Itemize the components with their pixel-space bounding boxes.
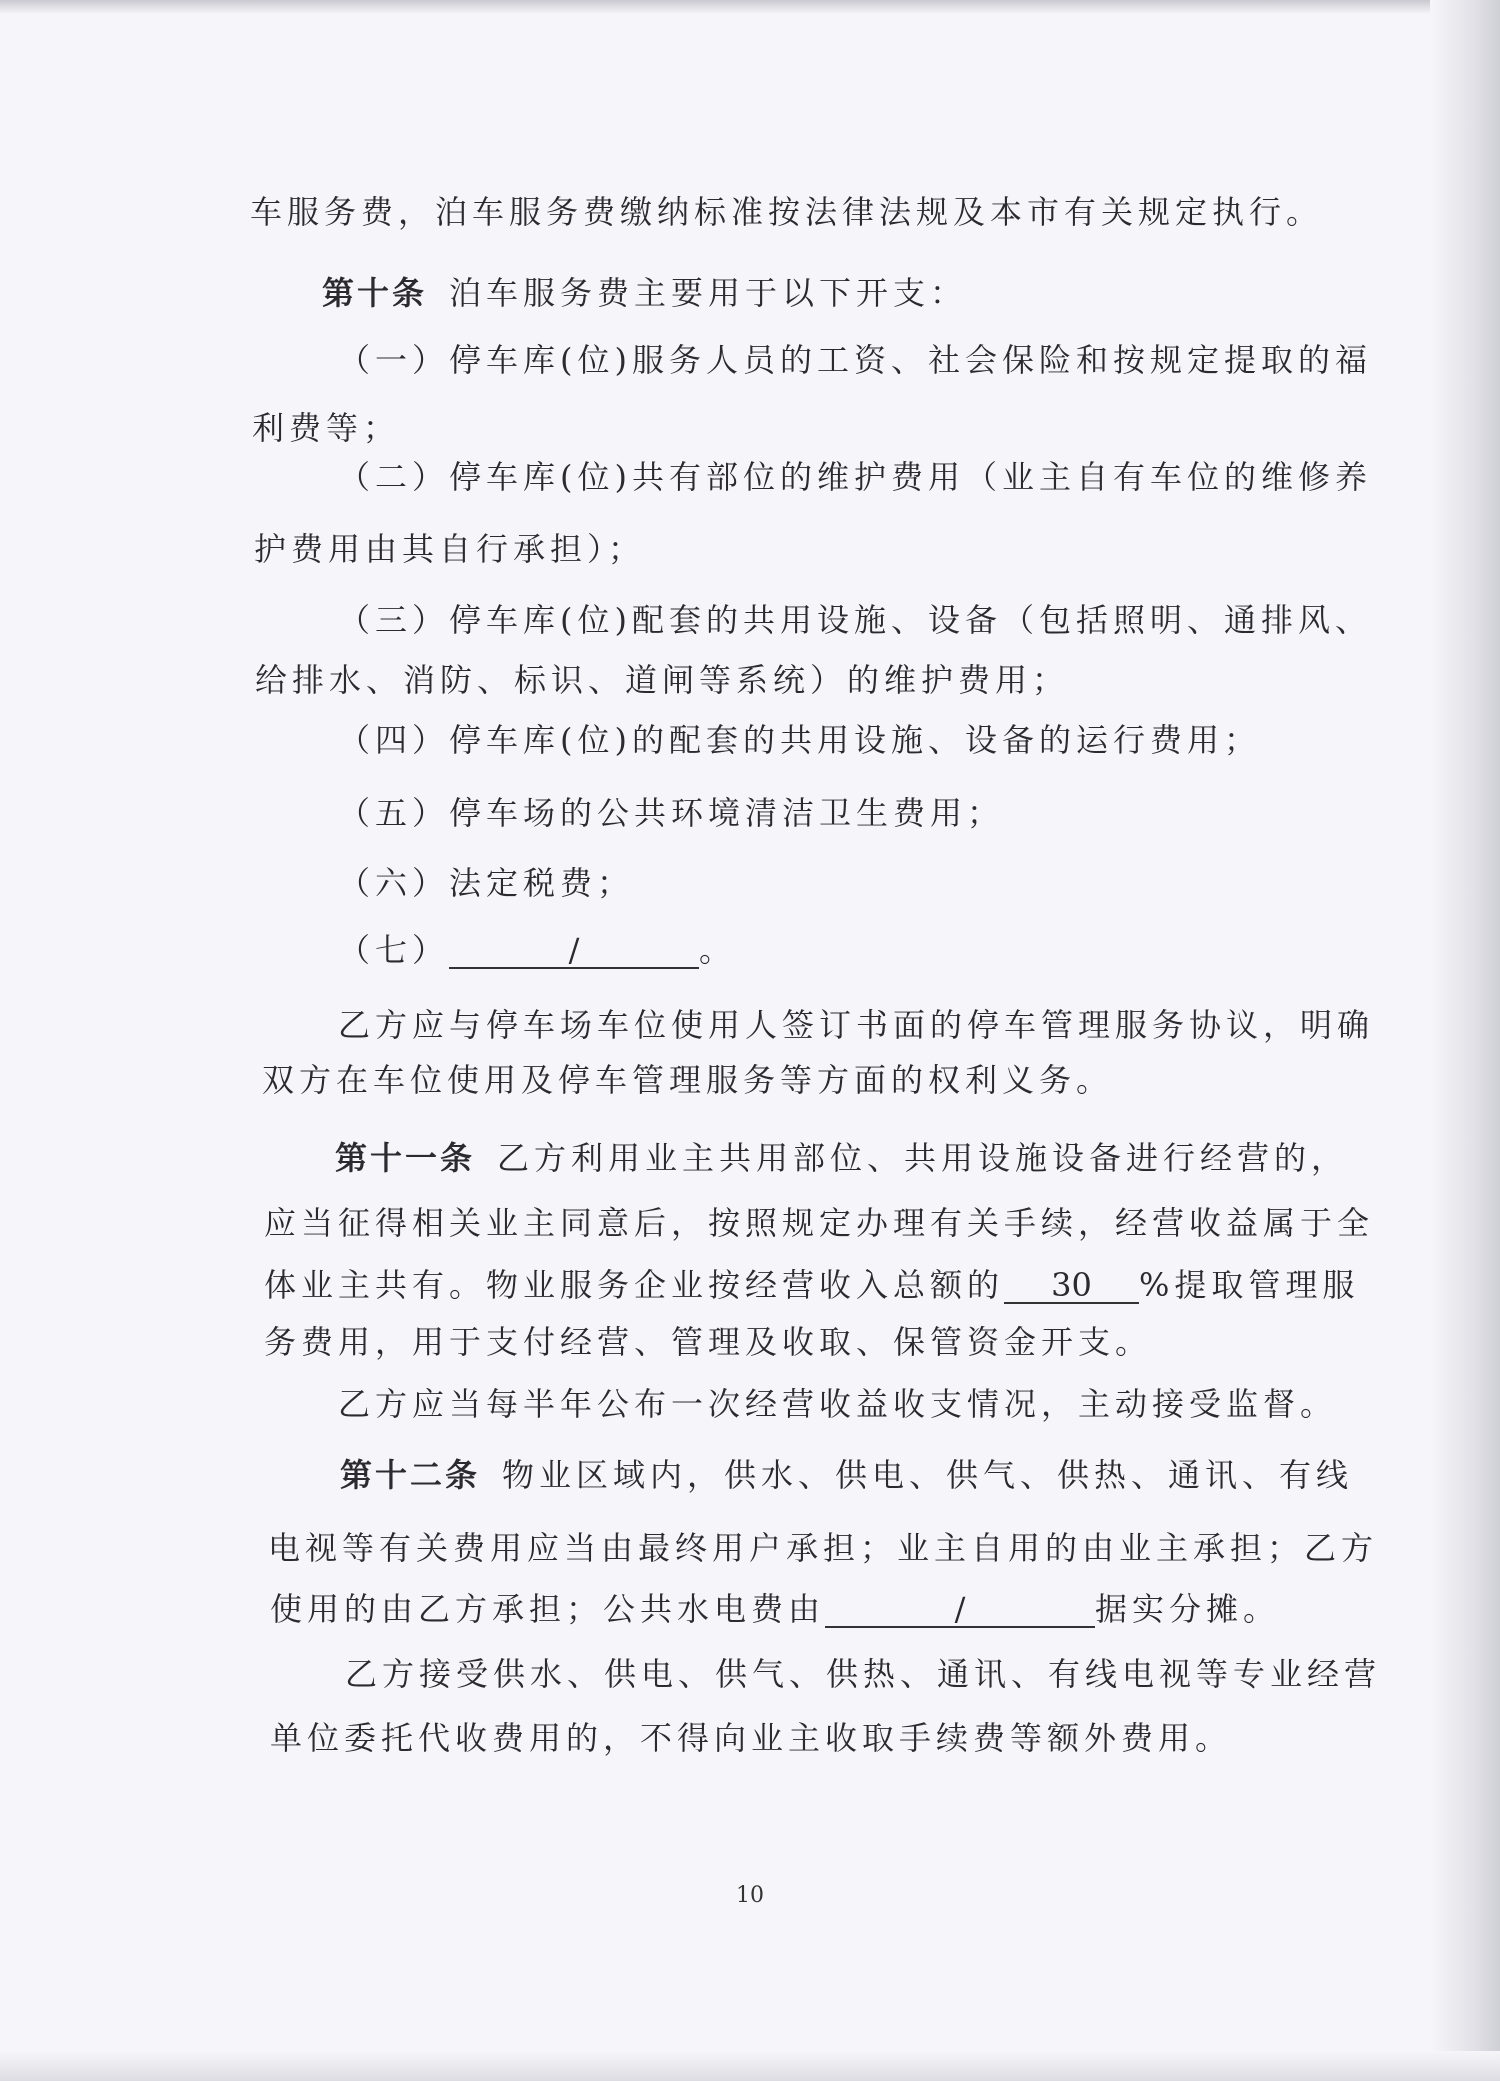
fill-blank: 30: [1004, 1268, 1139, 1304]
line-text-after: 据实分摊。: [1095, 1590, 1281, 1628]
line-13: [0, 1005, 1500, 1045]
line-17: [0, 1265, 1500, 1305]
line-text: 给排水、消防、标识、道闸等系统）的维护费用；: [255, 661, 1070, 699]
line-22: [0, 1589, 1500, 1629]
line-8: [0, 660, 1500, 700]
article-number: 第十条: [322, 274, 428, 312]
line-text: 单位委托代收费用的，不得向业主收取手续费等额外费用。: [270, 1719, 1233, 1757]
line-7: [0, 600, 1500, 640]
scan-edge-bottom: [0, 2051, 1500, 2081]
line-text: 使用的由乙方承担；公共水电费由: [270, 1590, 826, 1628]
line-5: [0, 457, 1500, 497]
scan-edge-top: [0, 0, 1500, 14]
article-12-heading: [0, 1455, 1500, 1495]
line-text: 物业区域内，供水、供电、供气、供热、通讯、有线: [502, 1456, 1354, 1494]
line-text: 双方在车位使用及停车管理服务等方面的权利义务。: [262, 1061, 1114, 1099]
line-11: [0, 863, 1500, 903]
line-text: 乙方应当每半年公布一次经营收益收支情况，主动接受监督。: [338, 1385, 1338, 1423]
line-4: [0, 408, 1500, 448]
line-6: [0, 529, 1500, 569]
line-text-after: %提取管理服: [1139, 1266, 1360, 1304]
line-9: [0, 720, 1500, 760]
line-text: 电视等有关费用应当由最终用户承担；业主自用的由业主承担；乙方: [268, 1529, 1379, 1567]
line-18: [0, 1322, 1500, 1362]
line-text: 车服务费，泊车服务费缴纳标准按法律法规及本市有关规定执行。: [250, 193, 1324, 231]
line-text: 乙方接受供水、供电、供气、供热、通讯、有线电视等专业经营: [345, 1655, 1382, 1693]
article-number: 第十二条: [340, 1456, 481, 1494]
line-text: （六）法定税费；: [338, 864, 635, 902]
article-11-heading: [0, 1138, 1500, 1178]
line-text: （二）停车库(位)共有部位的维护费用（业主自有车位的维修养: [338, 458, 1372, 496]
line-21: [0, 1528, 1500, 1568]
article-number: 第十一条: [335, 1139, 476, 1177]
line-text: 护费用由其自行承担）；: [254, 530, 646, 568]
line-24: [0, 1718, 1500, 1758]
line-text: 乙方应与停车场车位使用人签订书面的停车管理服务协议，明确: [338, 1006, 1375, 1044]
line-text: （四）停车库(位)的配套的共用设施、设备的运行费用；: [338, 721, 1261, 759]
line-text: 体业主共有。物业服务企业按经营收入总额的: [264, 1266, 1005, 1304]
fill-blank: /: [449, 933, 699, 969]
line-text: 务费用，用于支付经营、管理及收取、保管资金开支。: [264, 1323, 1153, 1361]
line-12: [0, 930, 1500, 970]
line-text: （三）停车库(位)配套的共用设施、设备（包括照明、通排风、: [338, 601, 1372, 639]
line-16: [0, 1203, 1500, 1243]
line-text: （七）: [338, 931, 450, 969]
line-text: 利费等；: [252, 409, 401, 447]
line-3: [0, 340, 1500, 380]
line-23: [0, 1654, 1500, 1694]
line-text: 乙方利用业主共用部位、共用设施设备进行经营的，: [497, 1139, 1349, 1177]
line-text: 应当征得相关业主同意后，按照规定办理有关手续，经营收益属于全: [264, 1204, 1375, 1242]
line-1: [0, 192, 1500, 232]
line-text-after: 。: [699, 931, 737, 969]
line-10: [0, 793, 1500, 833]
line-19: [0, 1384, 1500, 1424]
article-10-heading: [0, 273, 1500, 313]
fill-blank: /: [825, 1592, 1095, 1628]
line-14: [0, 1060, 1500, 1100]
line-text: 泊车服务费主要用于以下开支：: [449, 274, 968, 312]
page-number: 10: [736, 1883, 764, 1908]
line-text: （五）停车场的公共环境清洁卫生费用；: [338, 794, 1005, 832]
line-text: （一）停车库(位)服务人员的工资、社会保险和按规定提取的福: [338, 341, 1372, 379]
